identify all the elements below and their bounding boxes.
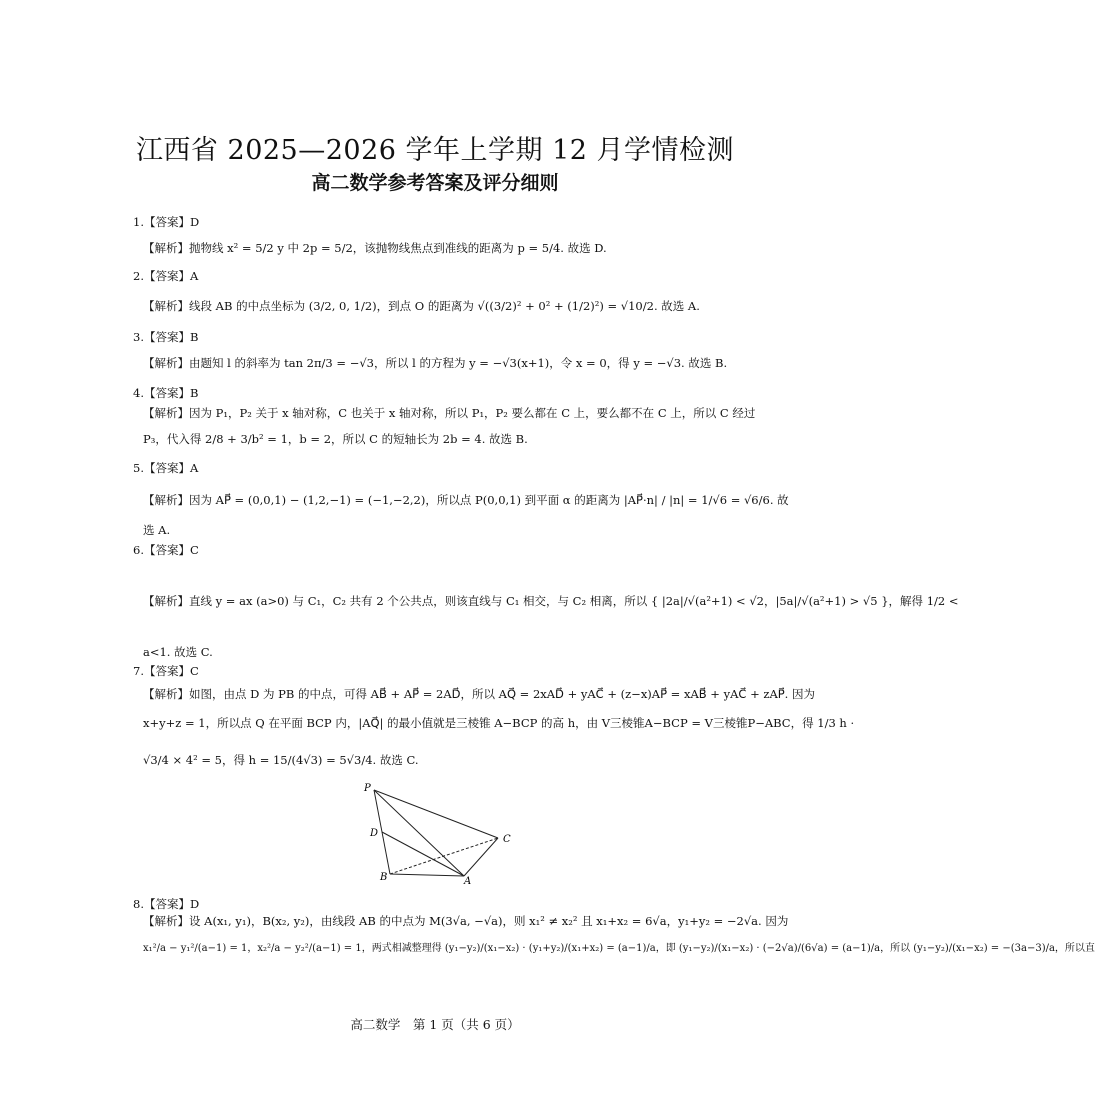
explanation-5: 【解析】因为 AP⃗ = (0,0,1) − (1,2,−1) = (−1,−2,2)，所以点 P(0,0,1) 到平面 α 的距离为 |AP⃗·n| / |n| = 1/√6 = √6/6. 故	[143, 493, 789, 507]
explanation-7: 【解析】如图，由点 D 为 PB 的中点，可得 AB⃗ + AP⃗ = 2AD⃗，所以 AQ⃗ = 2xAD⃗ + yAC⃗ + (z−x)AP⃗ = xAB⃗ + yAC⃗ + zAP⃗. 因为	[143, 687, 815, 701]
explanation-4-cont: P₃，代入得 2/8 + 3/b² = 1，b = 2，所以 C 的短轴长为 2b = 4. 故选 B.	[143, 432, 528, 446]
answer-8: 8.【答案】D	[133, 897, 200, 911]
answer-3: 3.【答案】B	[133, 330, 199, 344]
label-a: A	[464, 876, 472, 887]
answer-4: 4.【答案】B	[133, 386, 199, 400]
explanation-2: 【解析】线段 AB 的中点坐标为 (3/2, 0, 1/2)，到点 O 的距离为 √((3/2)² + 0² + (1/2)²) = √10/2. 故选 A.	[143, 299, 700, 313]
explanation-6: 【解析】直线 y = ax (a>0) 与 C₁，C₂ 共有 2 个公共点，则该直线与 C₁ 相交，与 C₂ 相离，所以 { |2a|/√(a²+1) < √2，|5a|/√(a²+1) > √5 }，解得 1/2 <	[143, 594, 959, 608]
answer-5: 5.【答案】A	[133, 461, 199, 475]
explanation-1: 【解析】抛物线 x² = 5/2 y 中 2p = 5/2，该抛物线焦点到准线的距离为 p = 5/4. 故选 D.	[143, 241, 607, 255]
explanation-6-cont: a<1. 故选 C.	[143, 645, 213, 659]
label-b: B	[380, 872, 388, 883]
explanation-7-cont2: √3/4 × 4² = 5，得 h = 15/(4√3) = 5√3/4. 故选 C.	[143, 753, 419, 767]
pyramid-figure	[360, 780, 530, 885]
explanation-8-cont: x₁²/a − y₁²/(a−1) = 1，x₂²/a − y₂²/(a−1) = 1，两式相减整理得 (y₁−y₂)/(x₁−x₂) · (y₁+y₂)/(x₁+x₂) = (a−1)/a，即 (y₁−y₂)/(x₁−x₂) · (−2√a)/(6√a) = (a−1)/a，所以 (y₁−y₂)/(x₁−x₂) = −(3a−3)/a，所以直	[143, 943, 1095, 954]
explanation-8: 【解析】设 A(x₁, y₁)，B(x₂, y₂)，由线段 AB 的中点为 M(3√a, −√a)，则 x₁² ≠ x₂² 且 x₁+x₂ = 6√a，y₁+y₂ = −2√a. 因为	[143, 914, 789, 928]
page-subtitle: 高二数学参考答案及评分细则	[311, 172, 559, 194]
label-p: P	[364, 783, 371, 794]
label-d: D	[370, 828, 379, 839]
explanation-4: 【解析】因为 P₁，P₂ 关于 x 轴对称，C 也关于 x 轴对称，所以 P₁，P₂ 要么都在 C 上，要么都不在 C 上，所以 C 经过	[143, 406, 756, 420]
answer-7: 7.【答案】C	[133, 664, 199, 678]
explanation-5-cont: 选 A.	[143, 523, 171, 537]
page-footer: 高二数学 第 1 页（共 6 页）	[350, 1017, 520, 1032]
explanation-3: 【解析】由题知 l 的斜率为 tan 2π/3 = −√3，所以 l 的方程为 y = −√3(x+1)，令 x = 0，得 y = −√3. 故选 B.	[143, 356, 728, 370]
answer-6: 6.【答案】C	[133, 543, 199, 557]
page-title: 江西省 2025—2026 学年上学期 12 月学情检测	[135, 135, 735, 166]
label-c: C	[503, 834, 511, 845]
answer-2: 2.【答案】A	[133, 269, 199, 283]
answer-1: 1.【答案】D	[133, 215, 200, 229]
explanation-7-cont: x+y+z = 1，所以点 Q 在平面 BCP 内，|AQ⃗| 的最小值就是三棱锥 A−BCP 的高 h，由 V三棱锥A−BCP = V三棱锥P−ABC，得 1/3 h ·	[143, 716, 855, 730]
